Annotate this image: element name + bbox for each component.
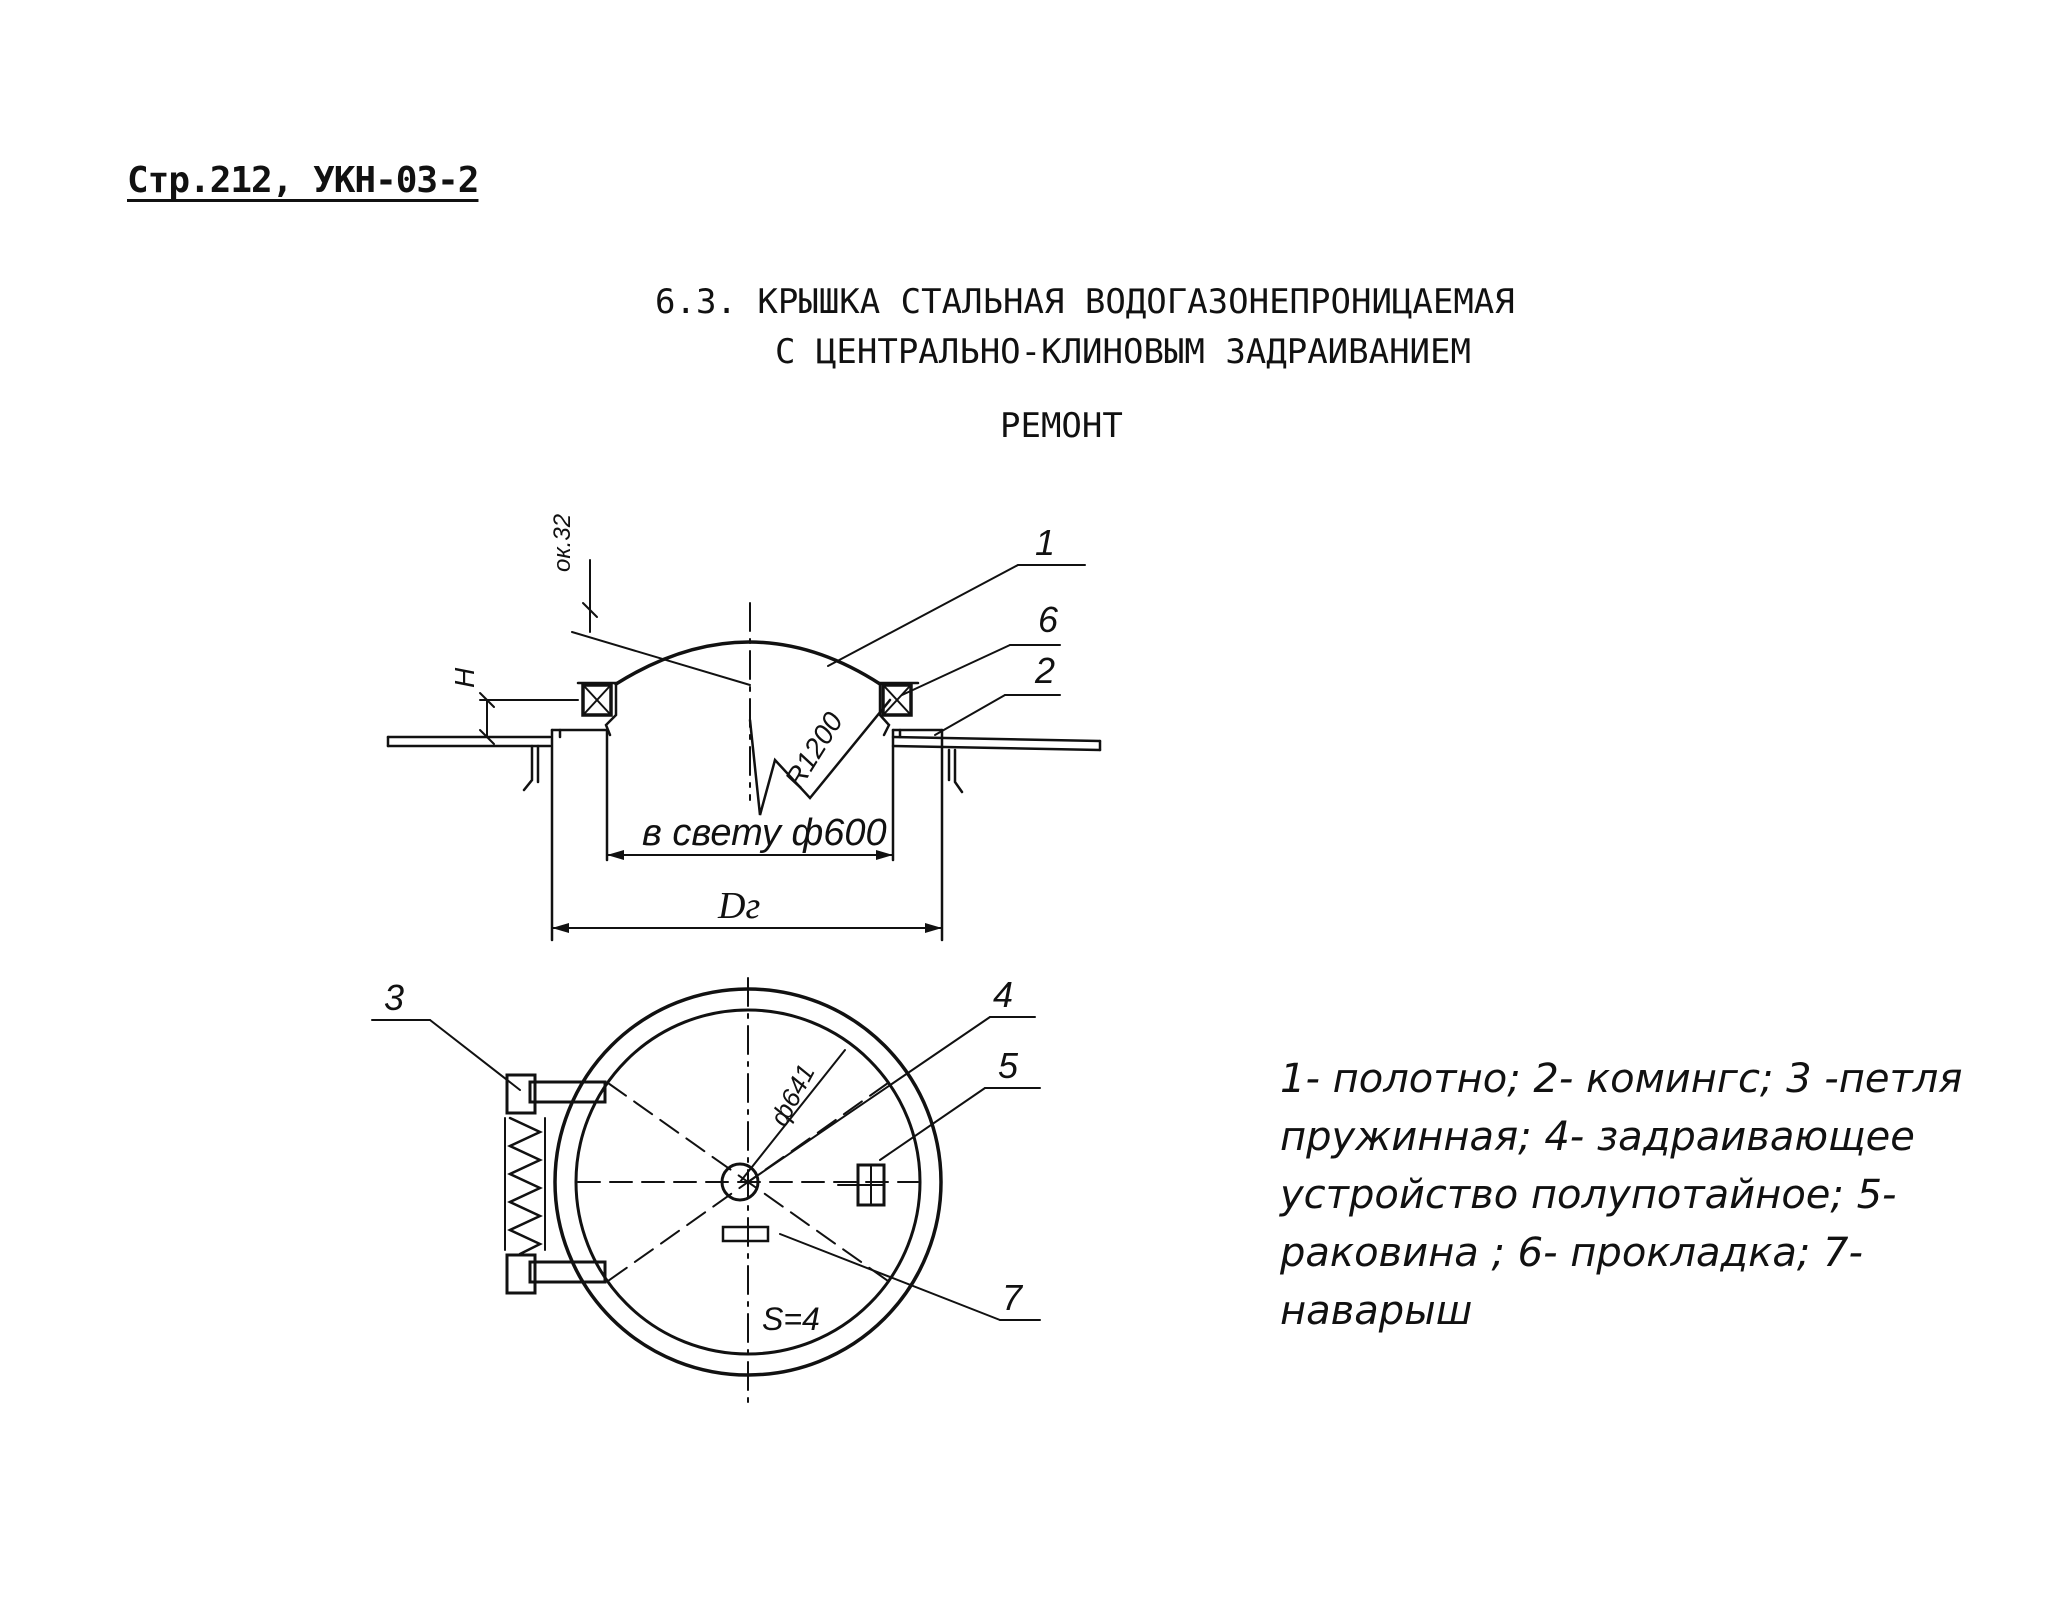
dim-label-radius: R1200: [778, 706, 849, 794]
parts-legend: 1- полотно; 2- комингс; 3 -петля пружинная; 4- задраивающее устройство полупотайное; 5- раковина ; 6- прокладка; 7- наварыш: [1280, 1056, 1963, 1334]
drawing-subtitle: РЕМОНТ: [1000, 406, 1123, 446]
dim-label-clear-opening: в свету ф600: [642, 812, 887, 854]
plan-view: [505, 978, 941, 1405]
page-reference: Стр.212, УКН-03-2: [127, 160, 479, 201]
callout-6: 6: [1038, 599, 1059, 640]
callout-4: 4: [993, 974, 1014, 1015]
dim-label-outer-diameter: Dг: [718, 885, 761, 927]
drawing-title-line-2: С ЦЕНТРАЛЬНО-КЛИНОВЫМ ЗАДРАИВАНИЕМ: [775, 332, 1471, 372]
callout-5: 5: [998, 1045, 1019, 1086]
dim-label-thickness: S=4: [762, 1301, 820, 1337]
drawing-title-line-1: 6.3. КРЫШКА СТАЛЬНАЯ ВОДОГАЗОНЕПРОНИЦАЕМАЯ: [655, 282, 1515, 322]
section-view: [388, 560, 1100, 940]
dim-label-height: H: [449, 667, 480, 688]
callout-1: 1: [1035, 522, 1056, 563]
callout-2: 2: [1035, 650, 1056, 691]
callout-3: 3: [384, 977, 405, 1018]
callout-7: 7: [1002, 1277, 1023, 1318]
dim-label-top: ок.32: [549, 513, 576, 572]
dim-label-plan-diameter: ф641: [763, 1059, 821, 1131]
